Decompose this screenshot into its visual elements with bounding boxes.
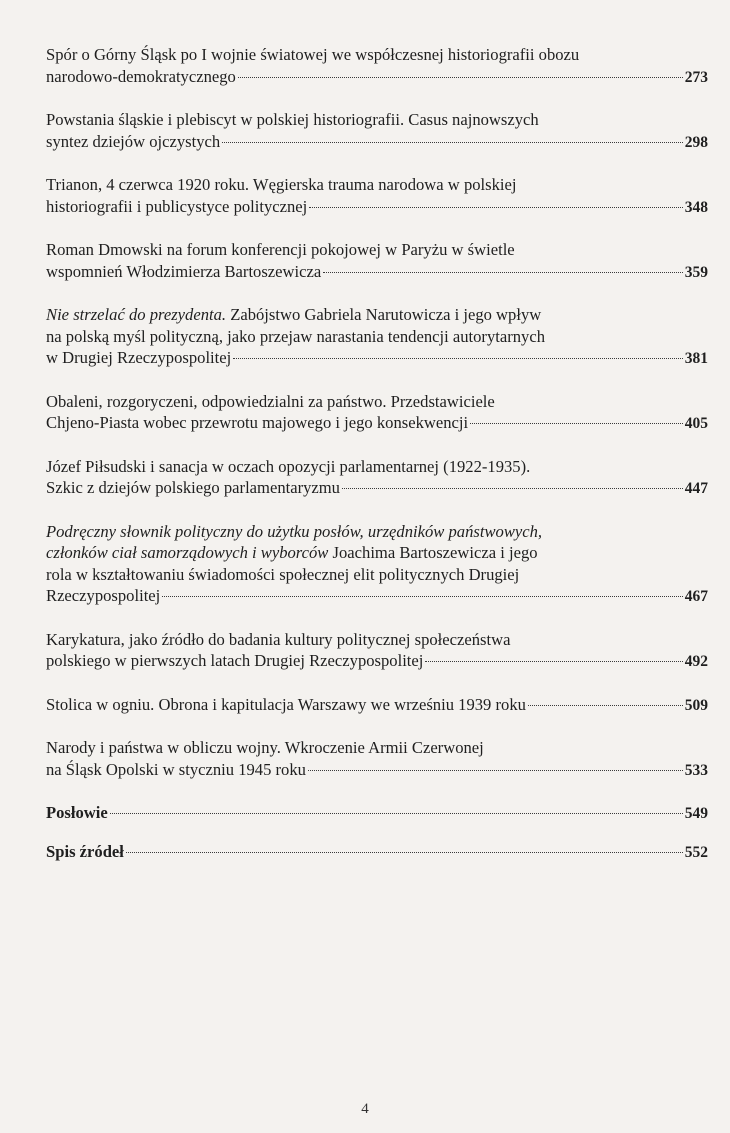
entry-line: Karykatura, jako źródło do badania kultury politycznej społeczeństwa [46, 629, 511, 649]
entry-line: Narody i państwa w obliczu wojny. Wkroczenie Armii Czerwonej [46, 738, 484, 757]
page-number: 447 [684, 480, 708, 497]
italic-title: członków ciał samorządowych i wyborców [46, 543, 329, 562]
toc-entry [46, 456, 708, 500]
page-number: 298 [684, 133, 708, 151]
entry-line: na Śląsk Opolski w styczniu 1945 roku [46, 759, 306, 779]
dot-leader [342, 488, 683, 489]
toc-entry [46, 694, 708, 717]
toc-entry [46, 304, 708, 370]
dot-leader [222, 142, 683, 143]
page-number: 359 [684, 263, 708, 281]
page-number: 381 [684, 350, 708, 367]
page-number: 467 [684, 588, 708, 605]
entry-line: w Drugiej Rzeczypospolitej [46, 348, 232, 367]
toc-entry [46, 391, 708, 435]
entry-line: Posłowie [46, 803, 108, 822]
entry-line: historiografii i publicystyce politycznej [46, 196, 308, 216]
toc-entry [46, 44, 708, 88]
page-number: 405 [684, 415, 708, 432]
entry-line: Spis źródeł [46, 841, 124, 861]
dot-leader [309, 207, 682, 208]
page-number: 348 [684, 198, 708, 216]
dot-leader [323, 272, 683, 273]
entry-line: narodowo-demokratycznego [46, 66, 236, 86]
dot-leader [110, 813, 683, 814]
page-number: 509 [684, 696, 708, 714]
toc-entry [46, 239, 708, 283]
entry-line: Trianon, 4 czerwca 1920 roku. Węgierska trauma narodowa w polskiej [46, 175, 517, 194]
entry-line: syntez dziejów ojczystych [46, 131, 221, 151]
dot-leader [528, 705, 683, 706]
entry-line: Szkic z dziejów polskiego parlamentaryzmu [46, 478, 340, 497]
footer-page-number: 4 [361, 1101, 369, 1117]
entry-line: Roman Dmowski na forum konferencji pokojowej w Paryżu w świetle [46, 240, 515, 259]
toc-entry [46, 737, 708, 781]
page-number: 552 [684, 843, 708, 861]
italic-title: Nie strzelać do prezydenta. [46, 305, 227, 324]
entry-line: Spór o Górny Śląsk po I wojnie światowej we współczesnej historiografii obozu [46, 45, 580, 64]
dot-leader [126, 852, 683, 853]
entry-line [46, 304, 708, 326]
entry-line: rola w kształtowaniu świadomości społecznej elit politycznych Drugiej [46, 564, 520, 584]
entry-line: Obaleni, rozgoryczeni, odpowiedzialni za państwo. Przedstawiciele [46, 391, 495, 411]
entry-line: Chjeno-Piasta wobec przewrotu majowego i jego konsekwencji [46, 413, 469, 432]
table-of-contents [46, 44, 708, 884]
page-number: 492 [684, 653, 708, 670]
toc-entry [46, 521, 708, 608]
entry-line: wspomnień Włodzimierza Bartoszewicza [46, 261, 322, 281]
toc-entry [46, 174, 708, 218]
entry-line: Józef Piłsudski i sanacja w oczach opozycji parlamentarnej (1922-1935). [46, 456, 531, 476]
entry-line-rest: Zabójstwo Gabriela Narutowicza i jego wpływ [226, 305, 542, 324]
entry-line: na polską myśl polityczną, jako przejaw narastania tendencji autorytarnych [46, 326, 546, 346]
entry-line-rest: Joachima Bartoszewicza i jego [328, 543, 538, 562]
entry-line: Stolica w ogniu. Obrona i kapitulacja Warszawy we wrześniu 1939 roku [46, 694, 526, 714]
italic-title: Podręczny słownik polityczny do użytku posłów, urzędników państwowych, [46, 521, 543, 541]
entry-line: Powstania śląskie i plebiscyt w polskiej historiografii. Casus najnowszych [46, 110, 539, 129]
dot-leader [238, 77, 683, 78]
toc-entry [46, 109, 708, 153]
page-number: 549 [684, 805, 708, 822]
entry-line: polskiego w pierwszych latach Drugiej Rzeczypospolitej [46, 651, 424, 670]
entry-line [46, 542, 708, 564]
toc-entry-afterword [46, 802, 708, 825]
dot-leader [470, 423, 683, 424]
dot-leader [233, 358, 683, 359]
toc-entry [46, 629, 708, 673]
page-number: 273 [684, 68, 708, 86]
page-number: 533 [684, 761, 708, 779]
dot-leader [162, 596, 682, 597]
toc-entry-sources [46, 841, 708, 864]
dot-leader [308, 770, 683, 771]
dot-leader [425, 661, 682, 662]
entry-line: Rzeczypospolitej [46, 586, 161, 605]
